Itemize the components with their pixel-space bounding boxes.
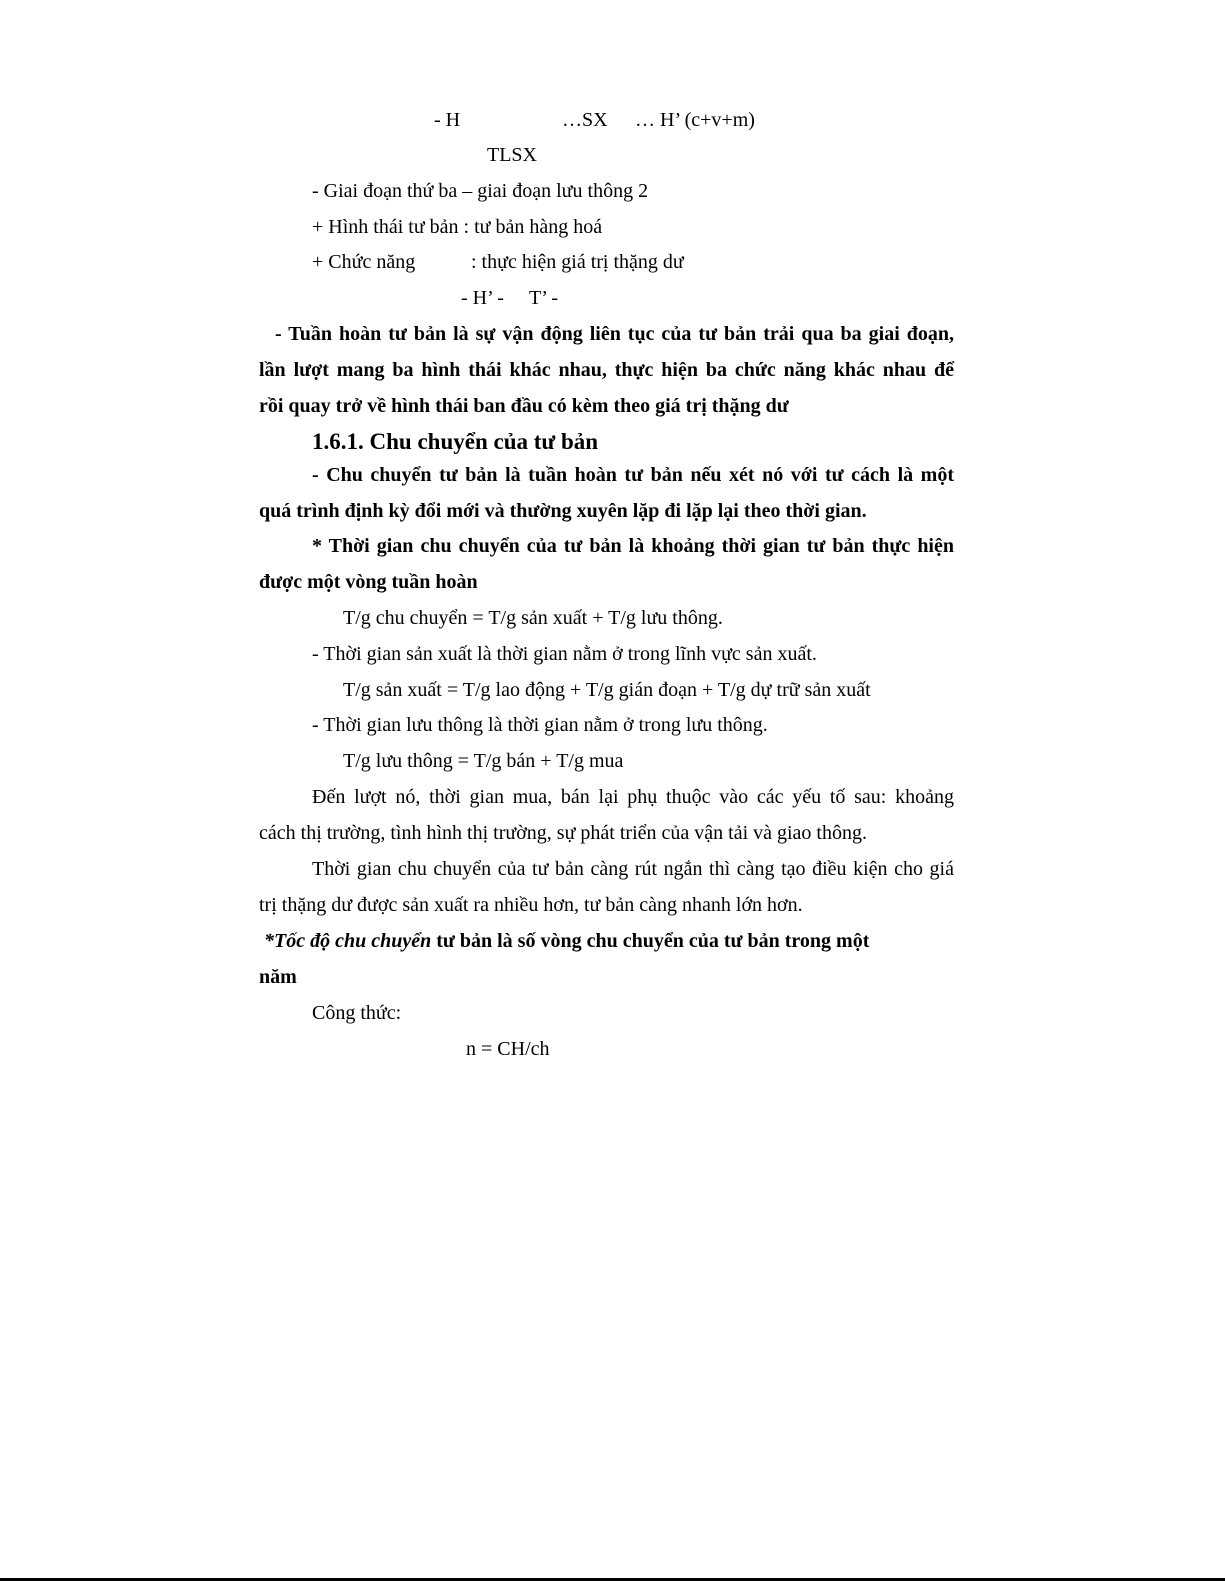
- turnover-definition-line-2: quá trình định kỳ đổi mới và thường xuyên lặp đi lặp lại theo thời gian.: [259, 500, 867, 522]
- formula-n: n = CH/ch: [466, 1038, 550, 1060]
- diagram-h-label: - H: [434, 109, 461, 131]
- turnover-speed-term: *Tốc độ chu chuyển: [264, 930, 432, 952]
- production-time-definition: - Thời gian sản xuất là thời gian nằm ở trong lĩnh vực sản xuất.: [312, 643, 817, 665]
- stage3-function-label: + Chức năng: [312, 251, 416, 273]
- formula-production-time: T/g sản xuất = T/g lao động + T/g gián đoạn + T/g dự trữ sản xuất: [343, 679, 871, 701]
- turnover-time-line-2: được một vòng tuần hoàn: [259, 571, 478, 593]
- diagram-h-prime-label: … H’ (c+v+m): [635, 109, 755, 131]
- turnover-time-line-1: * Thời gian chu chuyển của tư bản là khoảng thời gian tư bản thực hiện: [312, 535, 954, 557]
- diagram-tlsx-label: TLSX: [487, 144, 537, 166]
- formula-label: Công thức:: [312, 1002, 402, 1024]
- circuit-definition-line-1: - Tuần hoàn tư bản là sự vận động liên tục của tư bản trải qua ba giai đoạn,: [275, 323, 954, 345]
- turnover-speed-line-1: [264, 929, 869, 953]
- section-heading: 1.6.1. Chu chuyển của tư bản: [312, 429, 599, 454]
- paragraph-1-line-1: Đến lượt nó, thời gian mua, bán lại phụ thuộc vào các yếu tố sau: khoảng: [312, 786, 954, 808]
- page-bottom-border: [0, 1578, 1225, 1581]
- turnover-definition-line-1: - Chu chuyển tư bản là tuần hoàn tư bản nếu xét nó với tư cách là một: [312, 464, 954, 486]
- stage3-function-value: : thực hiện giá trị thặng dư: [471, 251, 684, 273]
- formula-turnover-time: T/g chu chuyển = T/g sản xuất + T/g lưu thông.: [343, 607, 723, 629]
- paragraph-2-line-1: Thời gian chu chuyển của tư bản càng rút ngắn thì càng tạo điều kiện cho giá: [312, 858, 954, 880]
- formula-circulation-time: T/g lưu thông = T/g bán + T/g mua: [343, 750, 624, 772]
- turnover-speed-line-2: năm: [259, 966, 297, 988]
- paragraph-1-line-2: cách thị trường, tình hình thị trường, sự phát triển của vận tải và giao thông.: [259, 822, 867, 844]
- stage3-form: + Hình thái tư bản : tư bản hàng hoá: [312, 216, 603, 238]
- stage3-formula-t: T’ -: [529, 287, 559, 309]
- circuit-definition-line-3: rồi quay trở về hình thái ban đầu có kèm theo giá trị thặng dư: [259, 395, 789, 417]
- paragraph-2-line-2: trị thặng dư được sản xuất ra nhiều hơn, tư bản càng nhanh lớn hơn.: [259, 894, 803, 916]
- circulation-time-definition: - Thời gian lưu thông là thời gian nằm ở trong lưu thông.: [312, 714, 768, 736]
- turnover-speed-rest: tư bản là số vòng chu chuyển của tư bản trong một: [431, 930, 870, 952]
- stage3-formula-h: - H’ -: [461, 287, 504, 309]
- circuit-definition-line-2: lần lượt mang ba hình thái khác nhau, thực hiện ba chức năng khác nhau để: [259, 359, 954, 381]
- stage3-title: - Giai đoạn thứ ba – giai đoạn lưu thông 2: [312, 180, 649, 202]
- diagram-sx-label: …SX: [562, 109, 608, 131]
